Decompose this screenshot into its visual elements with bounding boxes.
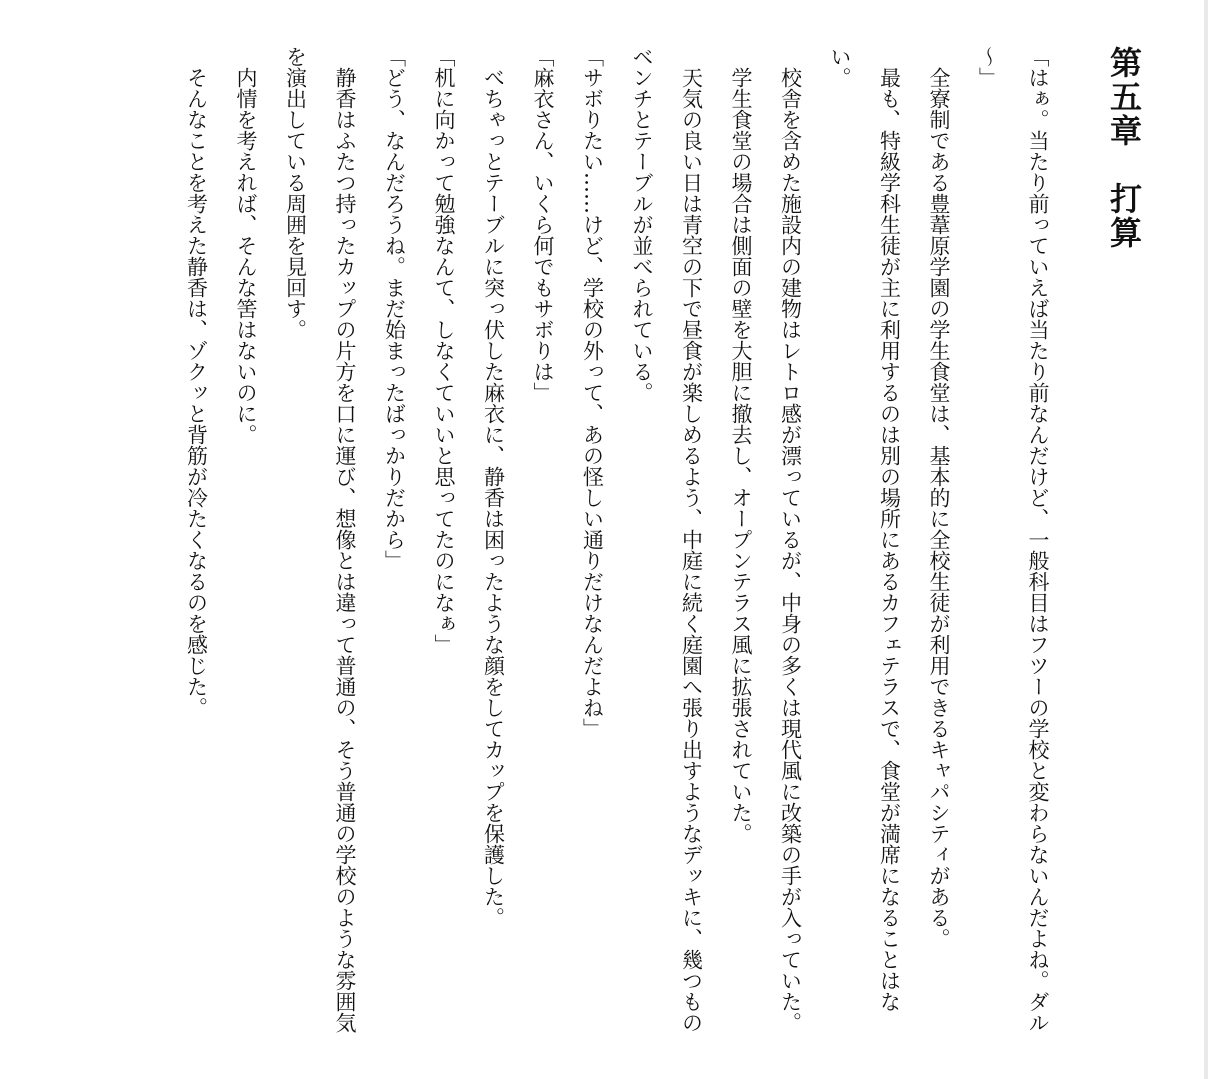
page-edge-divider <box>1204 0 1208 1079</box>
narration-paragraph: 内情を考えれば、そんな筈はないのに。 <box>234 67 258 445</box>
narration-paragraph: 校舎を含めた施設内の建物はレトロ感が漂っているが、中身の多くは現代風に改築の手が入っていた。 <box>778 67 803 1033</box>
narration-paragraph: 最も、特級学科生徒が主に利用するのは別の場所にあるカフェテラスで、食堂が満席になることはない。 <box>828 46 902 1012</box>
chapter-title: 第五章 打算 <box>1105 46 1143 250</box>
narration-paragraph: そんなことを考えた静香は、ゾクッと背筋が冷たくなるのを感じた。 <box>184 67 209 718</box>
dialogue-line: 「麻衣さん、いくら何でもサボりは」 <box>531 46 555 403</box>
dialogue-line: 「はぁ。当たり前っていえば当たり前なんだけど、一般科目はフツーの学校と変わらないんだよね。ダル～」 <box>976 46 1050 1033</box>
narration-paragraph: 学生食堂の場合は側面の壁を大胆に撤去し、オープンテラス風に拡張されていた。 <box>729 67 753 844</box>
narration-paragraph: 静香はふたつ持ったカップの片方を口に運び、想像とは違って普通の、そう普通の学校のような雰囲気を演出している周囲を見回す。 <box>283 46 357 1033</box>
narration-paragraph: 天気の良い日は青空の下で昼食が楽しめるよう、中庭に続く庭園へ張り出すようなデッキに、幾つものベンチとテーブルが並べられている。 <box>630 46 704 1033</box>
dialogue-line: 「机に向かって勉強なんて、しなくていいと思ってたのになぁ」 <box>432 46 456 655</box>
dialogue-line: 「サボりたい……けど、学校の外って、あの怪しい通りだけなんだよね」 <box>580 46 605 739</box>
vertical-text-block <box>171 46 1144 1036</box>
narration-paragraph: 全寮制である豊葦原学園の学生食堂は、基本的に全校生徒が利用できるキャパシティがある。 <box>927 67 951 949</box>
dialogue-line: 「どう、なんだろうね。まだ始まったばっかりだから」 <box>382 46 407 571</box>
narration-paragraph: べちゃっとテーブルに突っ伏した麻衣に、静香は困ったような顔をしてカップを保護した。 <box>481 67 506 928</box>
